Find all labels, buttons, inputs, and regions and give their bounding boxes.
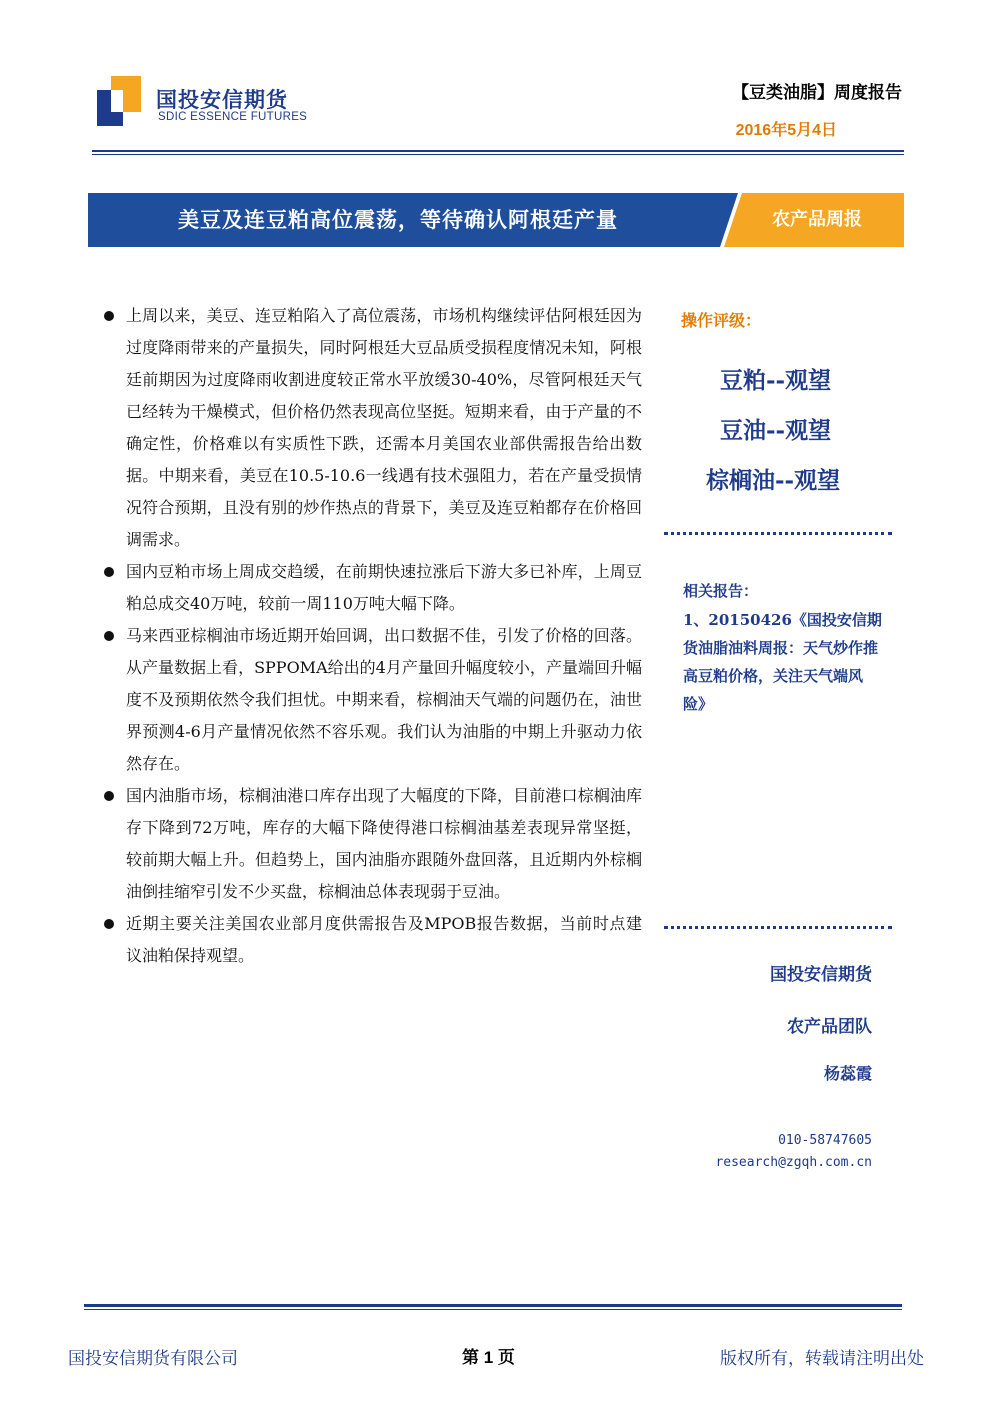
sidebar-divider xyxy=(664,532,892,535)
bullet-item xyxy=(104,556,642,620)
footer-copyright: 版权所有，转载请注明出处 xyxy=(720,1349,924,1369)
company-logo-icon xyxy=(97,76,141,126)
sidebar-divider xyxy=(664,926,892,929)
logo-chinese-name: 国投安信期货 xyxy=(156,88,288,112)
footer-company: 国投安信期货有限公司 xyxy=(68,1349,238,1369)
summary-bullets xyxy=(104,300,642,972)
bullet-text: 马来西亚棕榈油市场近期开始回调，出口数据不佳，引发了价格的回落。从产量数据上看，SPPOMA给出的4月产量回升幅度较小，产量端回升幅度不及预期依然令我们担忧。中期来看，棕榈油天气端的问题仍在，油世界预测4-6月产量情况依然不容乐观。我们认为油脂的中期上升驱动力依然存在。 xyxy=(126,626,642,773)
bullet-item xyxy=(104,300,642,556)
page-number: 第 1 页 xyxy=(462,1348,515,1367)
report-category: 农产品周报 xyxy=(772,209,862,230)
logo-english-name: SDIC ESSENCE FUTURES xyxy=(158,111,308,123)
bullet-text: 上周以来，美豆、连豆粕陷入了高位震荡，市场机构继续评估阿根廷因为过度降雨带来的产量损失，同时阿根廷大豆品质受损程度情况未知，阿根廷前期因为过度降雨收割进度较正常水平放缓30-40%，尽管阿根廷天气已经转为干燥模式，但价格仍然表现高位坚挺。短期来看，由于产量的不确定性，价格难以有实质性下跌，还需本月美国农业部供需报告给出数据。中期来看，美豆在10.5-10.6一线遇有技术强阻力，若在产量受损情况符合预期，且没有别的炒作热点的背景下，美豆及连豆粕都存在价格回调需求。 xyxy=(126,306,642,549)
report-type: 【豆类油脂】周度报告 xyxy=(732,83,902,103)
bullet-text: 国内豆粕市场上周成交趋缓，在前期快速拉涨后下游大多已补库，上周豆粕总成交40万吨，较前一周110万吨大幅下降。 xyxy=(126,562,642,613)
report-date: 2016年5月4日 xyxy=(735,122,837,139)
bullet-text: 近期主要关注美国农业部月度供需报告及MPOB报告数据，当前时点建议油粕保持观望。 xyxy=(126,914,642,965)
bullet-dot-icon xyxy=(104,919,114,929)
rating-soyoil: 豆油--观望 xyxy=(720,417,832,444)
contact-company: 国投安信期货 xyxy=(770,965,872,985)
bullet-item xyxy=(104,780,642,908)
related-report-item: 1、20150426《国投安信期货油脂油料周报：天气炒作推高豆粕价格，关注天气端风险》 xyxy=(683,611,882,713)
report-title: 美豆及连豆粕高位震荡，等待确认阿根廷产量 xyxy=(178,207,618,232)
header-divider xyxy=(92,150,904,152)
contact-phone: 010-58747605 xyxy=(778,1133,872,1148)
rating-palmoil: 棕榈油--观望 xyxy=(706,467,841,494)
rating-soymeal: 豆粕--观望 xyxy=(720,367,832,394)
footer-divider xyxy=(84,1304,902,1307)
bullet-dot-icon xyxy=(104,311,114,321)
contact-email: research@zgqh.com.cn xyxy=(715,1155,872,1170)
footer-divider-thin xyxy=(84,1309,902,1310)
rating-label: 操作评级： xyxy=(681,311,762,330)
bullet-item xyxy=(104,908,642,972)
bullet-item xyxy=(104,620,642,780)
related-reports-title: 相关报告： xyxy=(683,582,759,600)
bullet-dot-icon xyxy=(104,791,114,801)
contact-analyst: 杨蕊霞 xyxy=(823,1064,872,1083)
contact-team: 农产品团队 xyxy=(787,1017,872,1037)
bullet-dot-icon xyxy=(104,631,114,641)
bullet-dot-icon xyxy=(104,567,114,577)
bullet-text: 国内油脂市场，棕榈油港口库存出现了大幅度的下降，目前港口棕榈油库存下降到72万吨，库存的大幅下降使得港口棕榈油基差表现异常坚挺，较前期大幅上升。但趋势上，国内油脂亦跟随外盘回落，且近期内外棕榈油倒挂缩窄引发不少买盘，棕榈油总体表现弱于豆油。 xyxy=(126,786,642,901)
header-divider-thin xyxy=(92,154,904,155)
